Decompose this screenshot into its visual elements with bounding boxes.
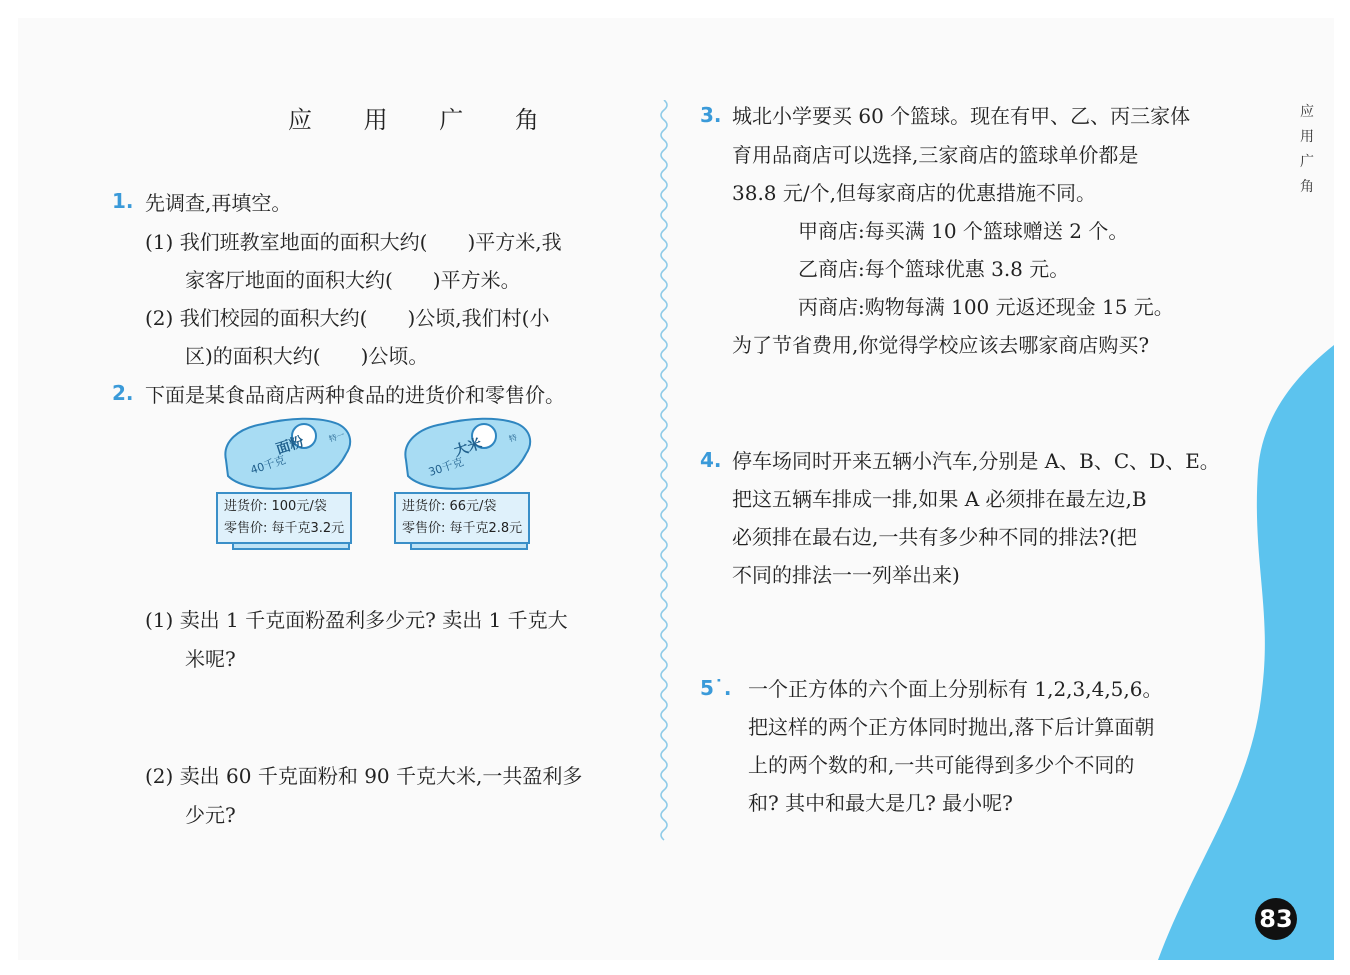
bag-weight: 30千克 — [426, 455, 466, 479]
price-card — [216, 492, 352, 544]
question-number: 5˙. — [700, 676, 732, 700]
side-tab-char: 用 — [1300, 129, 1314, 145]
question-text: 上的两个数的和,一共可能得到多少个不同的 — [748, 753, 1135, 777]
question-number: 4. — [700, 448, 722, 472]
question-text: 下面是某食品商店两种食品的进货价和零售价。 — [145, 383, 565, 407]
bag-weight: 40千克 — [248, 453, 288, 477]
bag-tag: 特 — [507, 432, 519, 444]
side-tab-char: 角 — [1300, 179, 1314, 195]
question-text: 和? 其中和最大是几? 最小呢? — [748, 791, 1013, 815]
page-title: 应 用 广 角 — [288, 106, 561, 134]
sub-question-text: (2) 卖出 60 千克面粉和 90 千克大米,一共盈利多 — [145, 764, 583, 788]
rice-bag-illustration — [398, 412, 538, 502]
bag-tag: 特一 — [327, 430, 346, 444]
purchase-price: 进货价: 66元/袋 — [402, 499, 497, 514]
price-card — [394, 492, 530, 544]
question-number: 1. — [112, 189, 134, 213]
bag-product-name: 大米 — [452, 435, 484, 460]
sub-question-text: (1) 卖出 1 千克面粉盈利多少元? 卖出 1 千克大 — [145, 608, 568, 632]
shop-offer-text: 甲商店:每买满 10 个篮球赠送 2 个。 — [798, 219, 1129, 243]
sub-question-text: (1) 我们班教室地面的面积大约( )平方米,我 — [145, 230, 562, 254]
question-number: 3. — [700, 103, 722, 127]
question-text: 必须排在最右边,一共有多少种不同的排法?(把 — [732, 525, 1137, 549]
wavy-page-divider — [652, 100, 676, 870]
side-tab-label — [1296, 100, 1318, 200]
sub-question-text: 米呢? — [185, 647, 236, 671]
question-text: 城北小学要买 60 个篮球。现在有甲、乙、丙三家体 — [732, 104, 1191, 128]
side-tab-char: 应 — [1300, 104, 1314, 120]
question-text: 不同的排法一一列举出来) — [732, 563, 960, 587]
purchase-price: 进货价: 100元/袋 — [224, 499, 327, 514]
sub-question-text: (2) 我们校园的面积大约( )公顷,我们村(小 — [145, 306, 550, 330]
question-text: 停车场同时开来五辆小汽车,分别是 A、B、C、D、E。 — [732, 449, 1220, 473]
flour-bag-illustration — [218, 412, 358, 502]
question-text: 把这五辆车排成一排,如果 A 必须排在最左边,B — [732, 487, 1147, 511]
question-text: 一个正方体的六个面上分别标有 1,2,3,4,5,6。 — [748, 677, 1163, 701]
question-number: 2. — [112, 381, 134, 405]
question-text: 先调查,再填空。 — [145, 191, 292, 215]
page-number-badge: 83 — [1255, 898, 1297, 940]
question-text: 38.8 元/个,但每家商店的优惠措施不同。 — [732, 181, 1096, 205]
question-text: 为了节省费用,你觉得学校应该去哪家商店购买? — [732, 333, 1150, 357]
sub-question-text: 家客厅地面的面积大约( )平方米。 — [185, 268, 521, 292]
retail-price: 零售价: 每千克3.2元 — [224, 521, 345, 536]
question-text: 育用品商店可以选择,三家商店的篮球单价都是 — [732, 143, 1139, 167]
question-text: 把这样的两个正方体同时抛出,落下后计算面朝 — [748, 715, 1155, 739]
shop-offer-text: 乙商店:每个篮球优惠 3.8 元。 — [798, 257, 1070, 281]
sub-question-text: 少元? — [185, 803, 236, 827]
shop-offer-text: 丙商店:购物每满 100 元返还现金 15 元。 — [798, 295, 1174, 319]
bag-product-name: 面粉 — [274, 433, 306, 458]
retail-price: 零售价: 每千克2.8元 — [402, 521, 523, 536]
sub-question-text: 区)的面积大约( )公顷。 — [185, 344, 429, 368]
side-tab-char: 广 — [1300, 154, 1314, 170]
